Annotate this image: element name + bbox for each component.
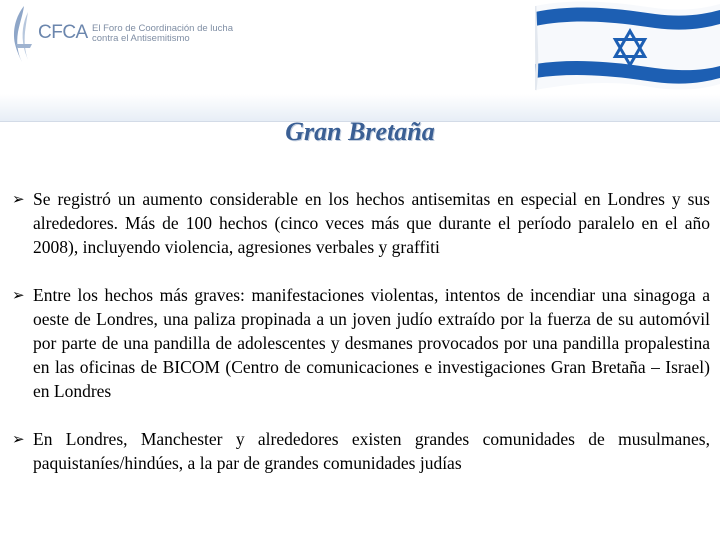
logo-abbreviation: CFCA [38,22,88,43]
bullet-item [12,283,710,403]
slide-header [0,0,720,110]
bullet-item [12,187,710,259]
arrow-bullet-icon: ➢ [12,190,25,208]
slide-title: Gran Bretaña [285,117,435,146]
bullet-list [12,187,710,499]
logo-subtitle: El Foro de Coordinación de lucha contra el Antisemitismo [92,23,234,44]
cfca-logo-icon [6,4,36,64]
bullet-text: Entre los hechos más graves: manifestaciones violentas, intentos de incendiar una sinagoga a oeste de Londres, una paliza propinada a un joven judío extraído por la fuerza de su automóvil por parte de una pandilla de adolescentes y desmanes provocados por una pandilla propalestina en las oficinas de BICOM (Centro de comunicaciones e investigaciones Gran Bretaña – Israel) en Londres [33,285,710,401]
bullet-item [12,427,710,475]
arrow-bullet-icon: ➢ [12,286,25,304]
arrow-bullet-icon: ➢ [12,430,25,448]
bullet-text: En Londres, Manchester y alrededores existen grandes comunidades de musulmanes, paquistaníes/hindúes, a la par de grandes comunidades judías [33,429,710,473]
bullet-text: Se registró un aumento considerable en los hechos antisemitas en especial en Londres y sus alrededores. Más de 100 hechos (cinco veces más que durante el período paralelo en el año 2008), incluyendo violencia, agresiones verbales y graffiti [33,189,710,257]
israel-flag-icon [535,0,720,92]
